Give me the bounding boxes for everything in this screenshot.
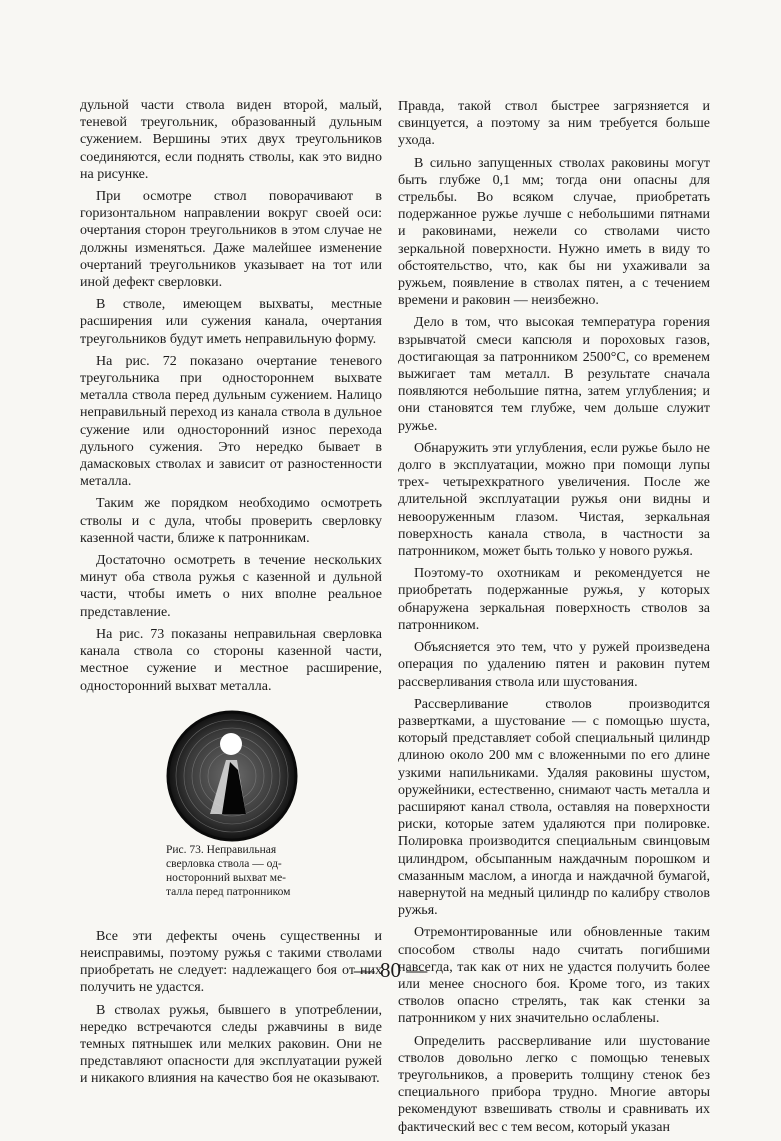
paragraph: В стволах ружья, бывшего в употреблении, нередко встречаются следы ржавчины в виде темных пятнышек или мелких раковин. Они не представляют опасности для эксплуатации ружей и никакого влияния на качество боя не оказывают.: [80, 1002, 382, 1087]
paragraph: Определить рассверливание или шустование стволов довольно легко с помощью теневых треугольников, а проверить толщину стенок без специального прибора трудно. Многие авторы рекомендуют взвешивать стволы и сравнивать их фактический вес с тем весом, который указан: [398, 1033, 710, 1135]
caption-line: сверловка ствола — од-: [166, 857, 282, 870]
figure-73: [80, 700, 382, 928]
left-column: [80, 97, 382, 1093]
paragraph: Достаточно осмотреть в течение нескольких минут оба ствола ружья с казенной и дульной части, чтобы иметь о них вполне реальное представление.: [80, 553, 382, 620]
barrel-bore-illustration: [166, 710, 298, 842]
paragraph: На рис. 72 показано очертание теневого треугольника при одностороннем выхвате металла ствола перед дульным сужением. Налицо неправильный переход из канала ствола в дульное сужение или односторонний износ перехода дульного сужения. Это нередко бывает в дамасковых стволах и зависит от разностенности металла.: [80, 353, 382, 490]
paragraph: Объясняется это тем, что у ружей произведена операция по удалению пятен и раковин путем рассверливания ствола или шустования.: [398, 640, 710, 690]
paragraph: В сильно запущенных стволах раковины могут быть глубже 0,1 мм; тогда они опасны для стрельбы. Во всяком случае, приобретать подержанное ружье лучше с небольшими пятнами и раковинами, нежели со стволами чисто зеркальной поверхности. Нужно иметь в виду то обстоятельство, что, как бы ни ухаживали за ружьем, появление в стволах пятен, а с течением времени и раковин — неизбежно.: [398, 155, 710, 309]
figure-caption: [166, 843, 306, 899]
paragraph: Все эти дефекты очень существенны и неисправимы, поэтому ружья с такими стволами приобретать не следует: надлежащего боя от них получить не удастся.: [80, 928, 382, 996]
paragraph: Дело в том, что высокая температура горения взрывчатой смеси капсюля и пороховых газов, достигающая за патронником 2500°С, со временем выжигает там металл. В результате сначала появляются небольшие пятна, затем углубления; и они становятся тем глубже, чем дольше служит ружье.: [398, 315, 710, 434]
page-number: — 80 —: [353, 958, 428, 982]
paragraph: Рассверливание стволов производится развертками, а шустование — с помощью шуста, который представляет собой специальный цилиндр длиною около 200 мм с вложенными по его длине узкими напильниками. Удаляя раковины шустом, оружейники, естественно, снимают часть металла и расширяют канал ствола, оставляя на поверхности риски, которые затем удаляются при полировке. Полировка производится специальным свинцовым цилиндром, обсыпанным наждачным порошком и смазанным маслом, а иногда и наждачной бумагой, навернутой на медный цилиндр по калибру стволов ружья.: [398, 696, 710, 919]
paragraph: Поэтому-то охотникам и рекомендуется не приобретать подержанные ружья, у которых обнаружена зеркальная поверхность стволов за патронником.: [398, 566, 710, 633]
paragraph: При осмотре ствол поворачивают в горизонтальном направлении вокруг своей оси: очертания сторон треугольников в этом случае не должны изменяться. Даже малейшее изменение очертаний треугольников указывает на тот или иной дефект сверловки.: [80, 189, 382, 291]
paragraph: Таким же порядком необходимо осмотреть стволы и с дула, чтобы проверить сверловку казенной части, ближе к патронникам.: [80, 496, 382, 546]
paragraph: На рис. 73 показаны неправильная сверловка канала ствола со стороны казенной части, местное сужение и местное расширение, односторонний выхват металла.: [80, 626, 382, 694]
caption-line: носторонний выхват ме-: [166, 871, 287, 884]
caption-line: талла перед патронником: [166, 885, 291, 898]
right-column: [398, 98, 710, 1141]
paragraph: Отремонтированные или обновленные таким способом стволы надо считать погибшими навсегда, так как от них не удастся получить более или менее сносного боя. Кроме того, из таких стволов опасно стрелять, так как стенки за патронником у них значительно ослаблены.: [398, 925, 710, 1027]
paragraph: Правда, такой ствол быстрее загрязняется и свинцуется, а поэтому за ним требуется больше ухода.: [398, 99, 710, 149]
paragraph: В стволе, имеющем выхваты, местные расширения или сужения канала, очертания треугольников будут иметь неправильную форму.: [80, 297, 382, 347]
caption-line: Рис. 73. Неправильная: [166, 843, 277, 856]
paragraph: дульной части ствола виден второй, малый, теневой треугольник, образованный дульным сужением. Вершины этих двух треугольников соединяются, если поднять стволы, как это видно на рисунке.: [80, 98, 382, 182]
paragraph: Обнаружить эти углубления, если ружье было не долго в эксплуатации, можно при помощи лупы трех- четырехкратного увеличения. После же длительной эксплуатации ружья они видны и невооруженным глазом. Чистая, зеркальная поверхность канала ствола, в частности за патронником, может быть только у нового ружья.: [398, 440, 710, 560]
